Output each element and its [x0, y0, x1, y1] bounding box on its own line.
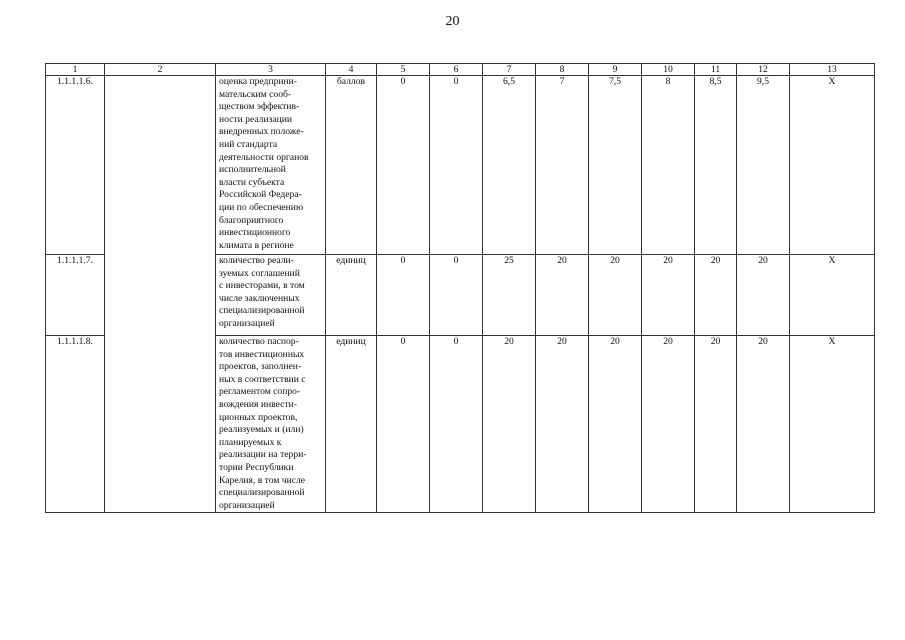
description-line: внедренных положе- — [219, 126, 304, 138]
description-line: организацией — [219, 499, 275, 511]
row-unit: единиц — [326, 336, 377, 513]
value-cell: 8 — [642, 76, 695, 255]
description-line: реализации на терри- — [219, 449, 307, 461]
header-col-5: 5 — [377, 64, 430, 76]
description-line: количество реали- — [219, 255, 294, 266]
description-line: вождения инвести- — [219, 398, 297, 410]
description-line: количество паспор- — [219, 336, 299, 347]
description-line: числе заключенных — [219, 292, 300, 304]
value-cell: 20 — [642, 255, 695, 336]
row-description — [216, 336, 326, 513]
header-col-3: 3 — [216, 64, 326, 76]
description-line: Карелия, в том числе — [219, 474, 306, 486]
value-cell: 20 — [737, 255, 790, 336]
description-line: проектов, заполнен- — [219, 361, 302, 373]
row-code: 1.1.1.1.7. — [46, 255, 105, 336]
column-number-row — [46, 64, 875, 76]
description-line: исполнительной — [219, 164, 286, 176]
description-line: климата в регионе — [219, 239, 294, 251]
header-col-10: 10 — [642, 64, 695, 76]
row-unit: единиц — [326, 255, 377, 336]
value-cell: X — [790, 255, 875, 336]
description-line: зуемых соглашений — [219, 267, 300, 279]
indicators-table — [45, 63, 875, 513]
value-cell: 8,5 — [695, 76, 737, 255]
value-cell: 0 — [377, 255, 430, 336]
description-line: ных в соответствии с — [219, 373, 306, 385]
row-unit: баллов — [326, 76, 377, 255]
header-col-13: 13 — [790, 64, 875, 76]
description-line: ции по обеспечению — [219, 201, 304, 213]
description-line: тории Республики — [219, 461, 294, 473]
description-line: ществом эффектив- — [219, 101, 300, 113]
value-cell: 25 — [483, 255, 536, 336]
header-col-9: 9 — [589, 64, 642, 76]
value-cell: 0 — [430, 255, 483, 336]
value-cell: X — [790, 76, 875, 255]
description-line: инвестиционного — [219, 227, 291, 239]
description-line: регламентом сопро- — [219, 386, 301, 398]
description-line: ний стандарта — [219, 138, 278, 150]
header-col-6: 6 — [430, 64, 483, 76]
description-line: организацией — [219, 317, 275, 329]
value-cell: 20 — [536, 336, 589, 513]
row-description — [216, 255, 326, 336]
description-line: планируемых к — [219, 436, 282, 448]
description-line: тов инвестиционных — [219, 348, 305, 360]
description-line: благоприятного — [219, 214, 284, 226]
header-col-7: 7 — [483, 64, 536, 76]
table-row — [46, 76, 875, 255]
value-cell: 7,5 — [589, 76, 642, 255]
header-col-4: 4 — [326, 64, 377, 76]
description-line: с инвесторами, в том — [219, 280, 305, 292]
value-cell: 0 — [377, 76, 430, 255]
header-col-8: 8 — [536, 64, 589, 76]
value-cell: 20 — [737, 336, 790, 513]
value-cell: 0 — [377, 336, 430, 513]
description-line: специализированной — [219, 305, 305, 317]
header-col-11: 11 — [695, 64, 737, 76]
value-cell: 9,5 — [737, 76, 790, 255]
description-line: специализированной — [219, 487, 305, 499]
description-line: ности реализации — [219, 113, 293, 125]
value-cell: 20 — [695, 336, 737, 513]
description-line: Российской Федера- — [219, 189, 302, 201]
description-line: мательским сооб- — [219, 88, 292, 100]
description-line: реализуемых и (или) — [219, 424, 304, 436]
row-description — [216, 76, 326, 255]
description-line: власти субъекта — [219, 176, 285, 188]
value-cell: 0 — [430, 336, 483, 513]
header-col-12: 12 — [737, 64, 790, 76]
header-col-1: 1 — [46, 64, 105, 76]
value-cell: X — [790, 336, 875, 513]
value-cell: 0 — [430, 76, 483, 255]
merged-empty-cell — [105, 76, 216, 513]
value-cell: 7 — [536, 76, 589, 255]
value-cell: 20 — [642, 336, 695, 513]
value-cell: 20 — [695, 255, 737, 336]
value-cell: 20 — [536, 255, 589, 336]
value-cell: 20 — [589, 255, 642, 336]
header-col-2: 2 — [105, 64, 216, 76]
value-cell: 20 — [483, 336, 536, 513]
description-line: оценка предприни- — [219, 76, 297, 87]
row-code: 1.1.1.1.6. — [46, 76, 105, 255]
value-cell: 20 — [589, 336, 642, 513]
description-line: деятельности органов — [219, 151, 309, 163]
page-number: 20 — [445, 14, 460, 29]
row-code: 1.1.1.1.8. — [46, 336, 105, 513]
value-cell: 6,5 — [483, 76, 536, 255]
description-line: ционных проектов, — [219, 411, 298, 423]
